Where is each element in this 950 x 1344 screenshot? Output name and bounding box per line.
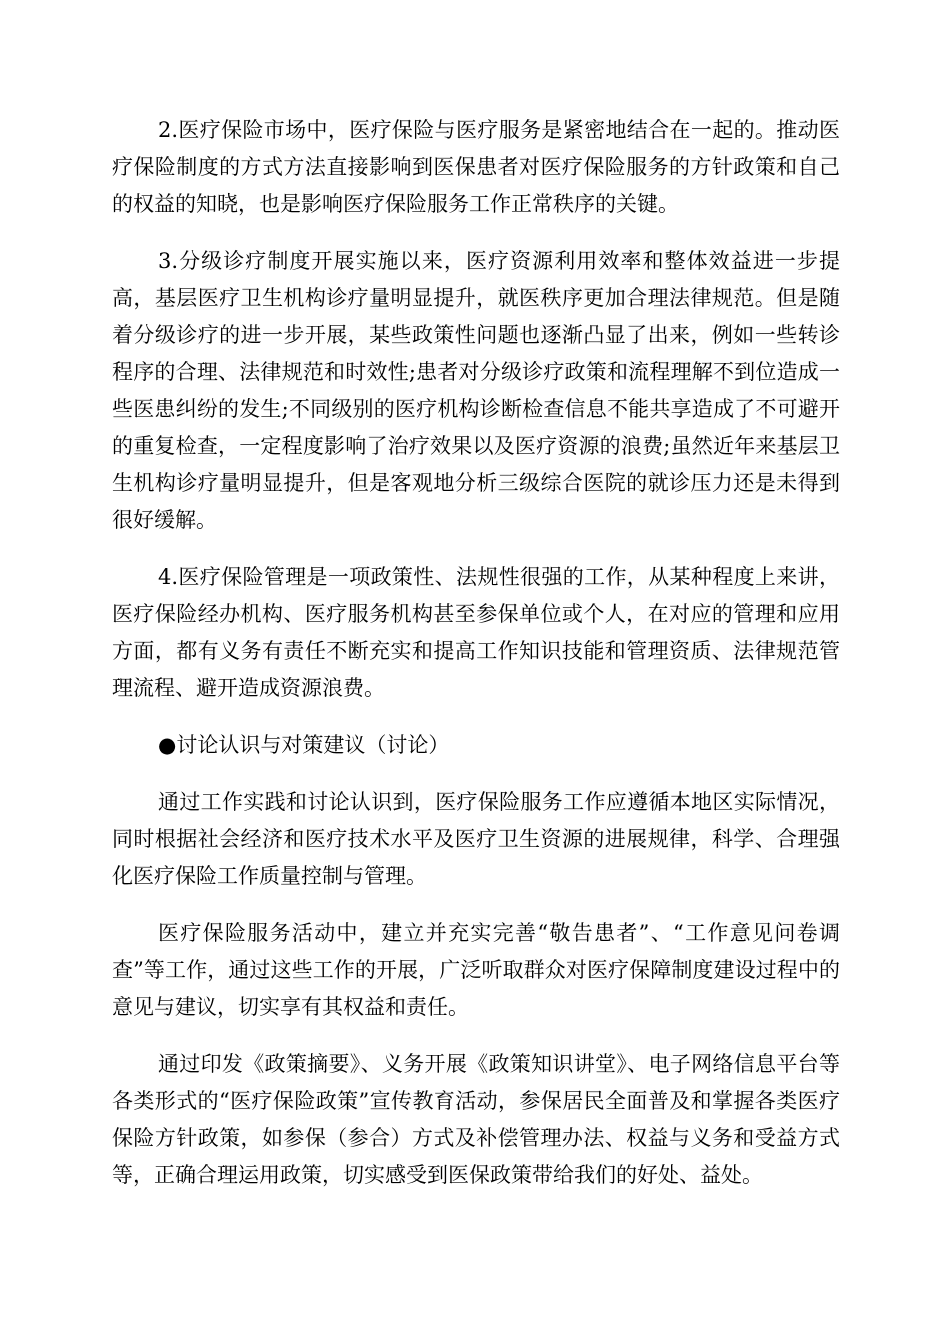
document-page [112,112,840,1214]
section-heading: ●讨论认识与对策建议（讨论） [158,733,450,757]
paragraph-3: 3.分级诊疗制度开展实施以来，医疗资源利用效率和整体效益进一步提高，基层医疗卫生机构诊疗量明显提升，就医秩序更加合理法律规范。但是随着分级诊疗的进一步开展，某些政策性问题也逐渐凸显了出来，例如一些转诊程序的合理、法律规范和时效性;患者对分级诊疗政策和流程理解不到位造成一些医患纠纷的发生;不同级别的医疗机构诊断检查信息不能共享造成了不可避开的重复检查，一定程度影响了治疗效果以及医疗资源的浪费;虽然近年来基层卫生机构诊疗量明显提升，但是客观地分析三级综合医院的就诊压力还是未得到很好缓解。 [112,249,840,532]
paragraph-discussion-3: 通过印发《政策摘要》、义务开展《政策知识讲堂》、电子网络信息平台等各类形式的“医疗保险政策”宣传教育活动，参保居民全面普及和掌握各类医疗保险方针政策，如参保（参合）方式及补偿管理办法、权益与义务和受益方式等，正确合理运用政策，切实感受到医保政策带给我们的好处、益处。 [112,1052,840,1187]
paragraph-discussion-2: 医疗保险服务活动中，建立并充实完善“敬告患者”、“工作意见问卷调查”等工作，通过这些工作的开展，广泛听取群众对医疗保障制度建设过程中的意见与建议，切实享有其权益和责任。 [112,921,840,1019]
paragraph-4: 4.医疗保险管理是一项政策性、法规性很强的工作，从某种程度上来讲，医疗保险经办机构、医疗服务机构甚至参保单位或个人，在对应的管理和应用方面，都有义务有责任不断充实和提高工作知识技能和管理资质、法律规范管理流程、避开造成资源浪费。 [112,565,840,700]
paragraph-2: 2.医疗保险市场中，医疗保险与医疗服务是紧密地结合在一起的。推动医疗保险制度的方式方法直接影响到医保患者对医疗保险服务的方针政策和自己的权益的知晓，也是影响医疗保险服务工作正常秩序的关键。 [112,118,840,216]
paragraph-discussion-1: 通过工作实践和讨论认识到，医疗保险服务工作应遵循本地区实际情况，同时根据社会经济和医疗技术水平及医疗卫生资源的进展规律，科学、合理强化医疗保险工作质量控制与管理。 [112,790,840,888]
